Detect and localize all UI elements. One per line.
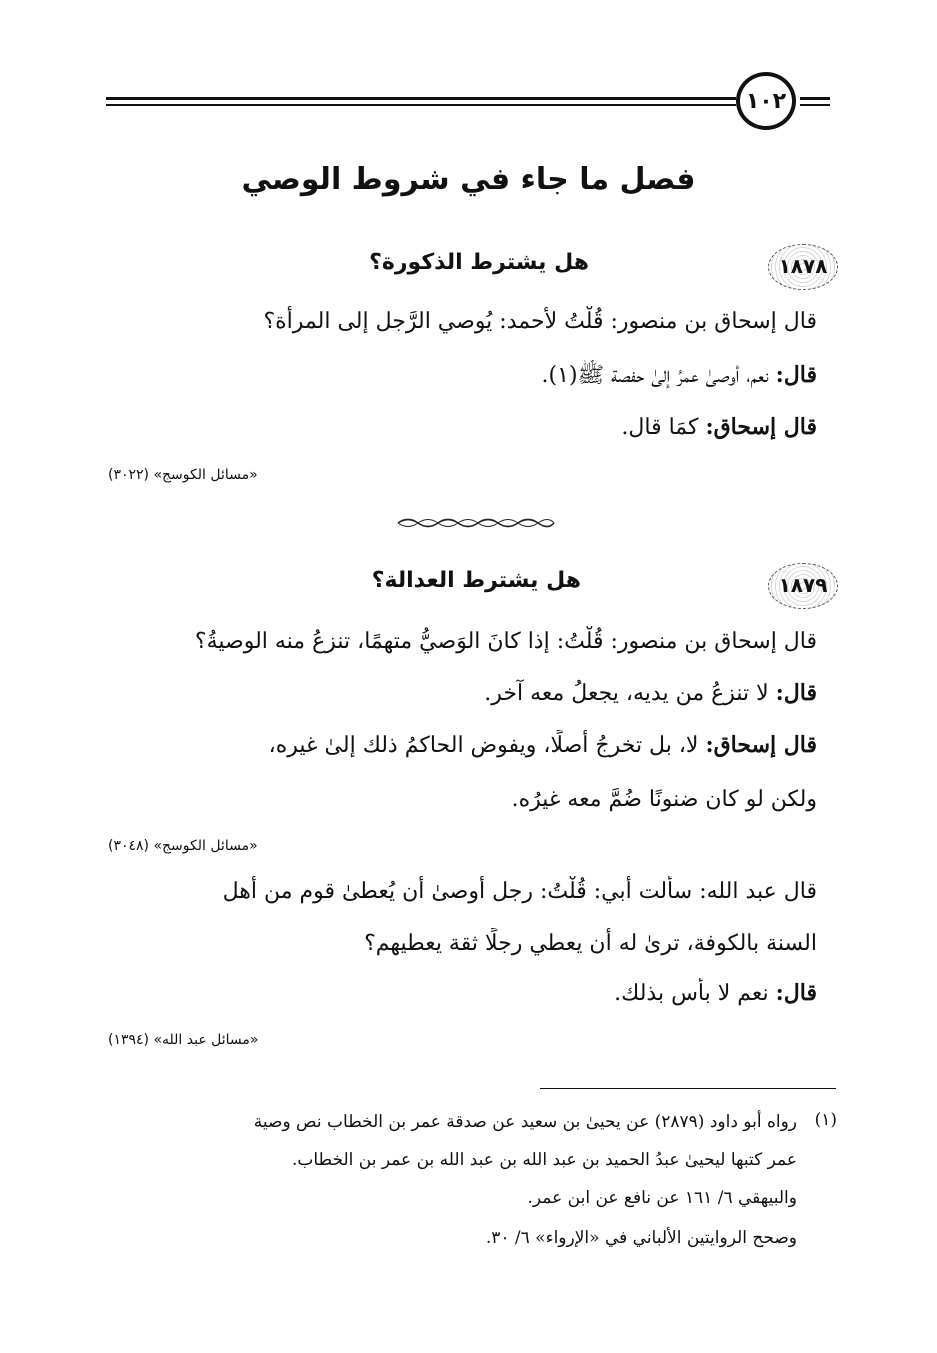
footnote-line: وصحح الروايتين الألباني في «الإرواء» ٦/ ٣٠. bbox=[485, 1228, 797, 1248]
question-number-badge bbox=[768, 244, 838, 290]
source-citation: «مسائل الكوسج» (٣٠٤٨) bbox=[108, 838, 258, 854]
speaker-label: قال: bbox=[775, 362, 817, 388]
footnote-line: رواه أبو داود (٢٨٧٩) عن يحيىٰ بن سعيد عن صدقة عمر بن الخطاب نص وصية bbox=[253, 1112, 797, 1132]
question-title: هل يشترط الذكورة؟ bbox=[369, 250, 589, 275]
line-text: السنة بالكوفة، ترىٰ له أن يعطي رجلًا ثقة يعطيهم؟ bbox=[364, 931, 817, 956]
chapter-title: فصل ما جاء في شروط الوصي bbox=[241, 162, 696, 197]
line-text: قال إسحاق بن منصور: قُلْتُ: إذا كانَ الوَصيُّ متهمًا، تنزعُ منه الوصيةُ؟ bbox=[194, 629, 817, 654]
header-rule bbox=[106, 104, 736, 106]
speaker-label: قال: bbox=[775, 680, 817, 706]
speaker-label: قال إسحاق: bbox=[705, 732, 817, 758]
question-title: هل يشترط العدالة؟ bbox=[371, 568, 581, 593]
header-rule bbox=[800, 97, 830, 100]
text-line bbox=[108, 306, 817, 337]
footnote-line: عمر كتبها ليحيىٰ عبدُ الحميد بن عبد الله بن عبد الله بن عمر بن الخطاب. bbox=[291, 1150, 797, 1170]
line-text: لا تنزعُ من يديه، يجعلُ معه آخر. bbox=[484, 681, 776, 706]
header-rule bbox=[800, 104, 830, 106]
text-line bbox=[108, 928, 817, 959]
text-line bbox=[108, 784, 817, 815]
text-line bbox=[108, 626, 817, 657]
line-text: نعم، أوصىٰ عمرُ إلىٰ حفصة ﷺ(١). bbox=[541, 363, 776, 388]
speaker-label: قال: bbox=[775, 980, 817, 1006]
question-number: ١٨٧٩ bbox=[778, 573, 828, 597]
line-text: نعم لا بأس بذلك. bbox=[614, 981, 776, 1006]
text-line bbox=[108, 730, 817, 761]
source-citation: «مسائل الكوسج» (٣٠٢٢) bbox=[108, 467, 258, 483]
text-line bbox=[108, 876, 817, 907]
question-number-badge bbox=[768, 563, 838, 609]
text-line bbox=[108, 678, 817, 709]
text-line bbox=[108, 360, 817, 391]
footnote-mark: (١) bbox=[814, 1110, 837, 1130]
source-citation: «مسائل عبد الله» (١٣٩٤) bbox=[108, 1032, 259, 1048]
line-text: قال عبد الله: سألت أبي: قُلْتُ: رجل أوصىٰ أن يُعطىٰ قوم من أهل bbox=[222, 879, 817, 904]
question-number: ١٨٧٨ bbox=[778, 254, 828, 278]
ornament-divider-icon bbox=[396, 516, 556, 530]
footnote-line: والبيهقي ٦/ ١٦١ عن نافع عن ابن عمر. bbox=[527, 1188, 797, 1208]
line-text: ولكن لو كان ضنونًا ضُمَّ معه غيرُه. bbox=[511, 787, 817, 812]
page-number: ١٠٢ bbox=[736, 72, 796, 130]
line-text: قال إسحاق بن منصور: قُلْتُ لأحمد: يُوصي الرَّجل إلى المرأة؟ bbox=[263, 309, 817, 334]
text-line bbox=[108, 412, 817, 443]
line-text: كمَا قال. bbox=[621, 415, 706, 440]
text-line bbox=[108, 978, 817, 1009]
footnote-rule bbox=[540, 1088, 836, 1089]
line-text: لا، بل تخرجُ أصلًا، ويفوض الحاكمُ ذلك إلىٰ غيره، bbox=[268, 733, 706, 758]
header-rule bbox=[106, 97, 736, 100]
speaker-label: قال إسحاق: bbox=[705, 414, 817, 440]
